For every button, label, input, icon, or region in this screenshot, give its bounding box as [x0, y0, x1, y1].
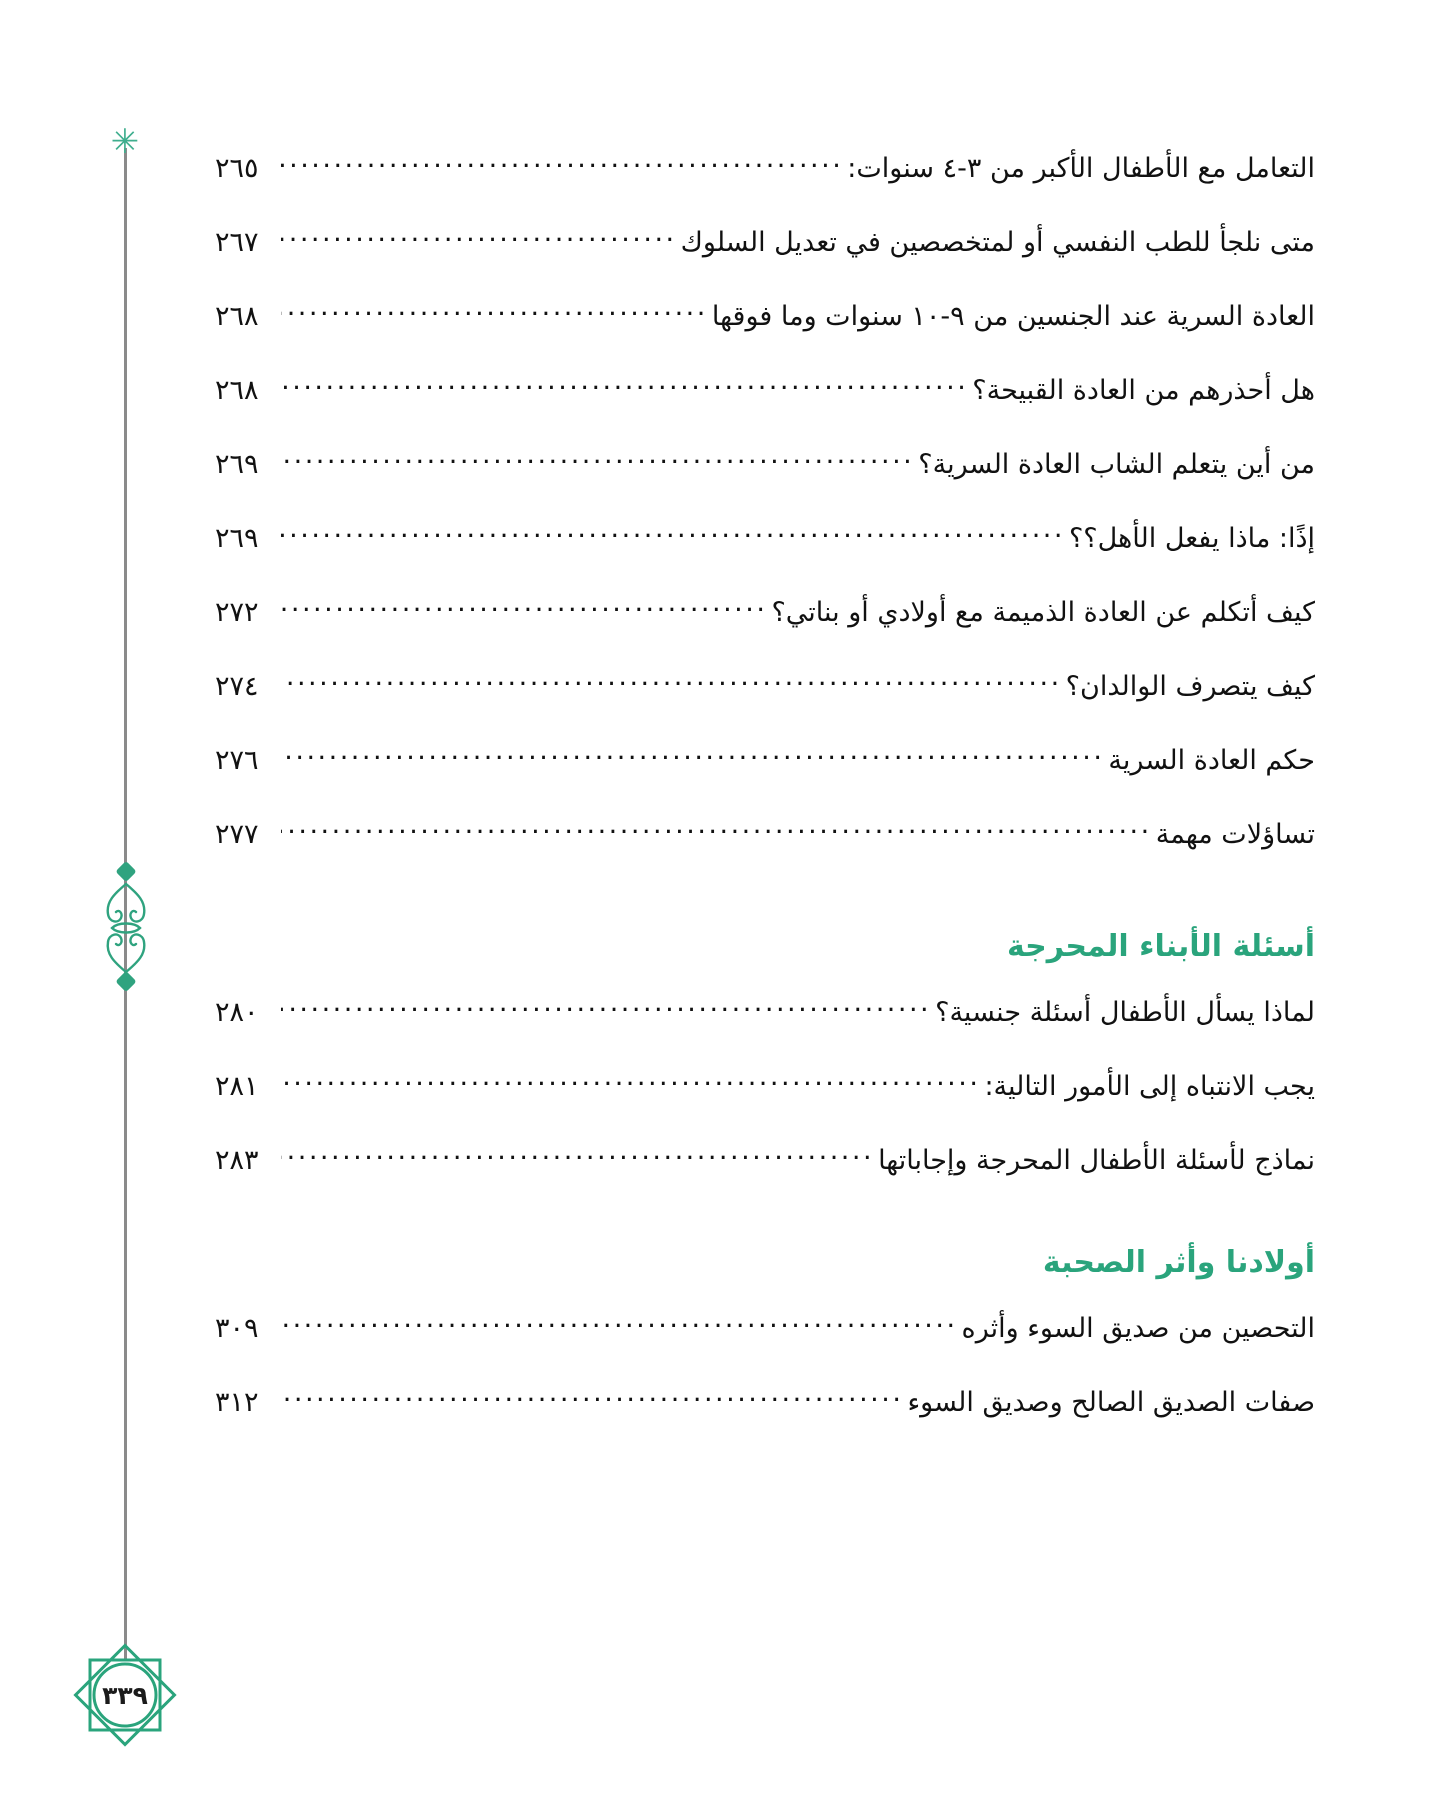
toc-entry-title: التعامل مع الأطفال الأكبر من ٣-٤ سنوات: [847, 153, 1315, 184]
toc-leader-dots [281, 224, 677, 251]
toc-entry-page: ٣٠٩ [215, 1313, 259, 1344]
toc-leader-dots [281, 1142, 874, 1169]
toc-entry[interactable] [215, 372, 1315, 446]
toc-leader-dots [281, 1310, 958, 1337]
rail-middle-ornament [92, 862, 160, 992]
toc-entry-title: تساؤلات مهمة [1155, 819, 1315, 850]
toc-entry-page: ٣١٢ [215, 1387, 259, 1418]
toc-leader-dots [281, 668, 1062, 695]
toc-entry[interactable] [215, 742, 1315, 816]
toc-entry[interactable] [215, 668, 1315, 742]
toc-section-heading: أسئلة الأبناء المحرجة [1006, 929, 1315, 964]
toc-entry-title: صفات الصديق الصالح وصديق السوء [907, 1387, 1315, 1418]
page-number-label: ٣٣٩ [102, 1680, 148, 1710]
toc-section [215, 994, 1315, 1216]
toc-entry[interactable] [215, 1310, 1315, 1384]
toc-leader-dots [281, 150, 843, 177]
toc-entry[interactable] [215, 994, 1315, 1068]
section-spacer [215, 1216, 1315, 1226]
toc-leader-dots [281, 1068, 980, 1095]
toc-entry[interactable] [215, 816, 1315, 890]
section-spacer [215, 890, 1315, 910]
toc-leader-dots [281, 594, 767, 621]
toc-entry-page: ٢٦٨ [215, 301, 259, 332]
table-of-contents [215, 150, 1315, 1458]
toc-entry-title: متى نلجأ للطب النفسي أو لمتخصصين في تعديل السلوك [680, 227, 1315, 258]
section-spacer [215, 1300, 1315, 1310]
toc-entry-page: ٢٦٨ [215, 375, 259, 406]
toc-entry[interactable] [215, 1142, 1315, 1216]
toc-entry-title: العادة السرية عند الجنسين من ٩-١٠ سنوات وما فوقها [711, 301, 1315, 332]
toc-entry-title: نماذج لأسئلة الأطفال المحرجة وإجاباتها [878, 1145, 1315, 1176]
toc-entry-page: ٢٧٢ [215, 597, 259, 628]
toc-leader-dots [281, 816, 1152, 843]
toc-entry[interactable] [215, 150, 1315, 224]
toc-entry-title: التحصين من صديق السوء وأثره [961, 1313, 1315, 1344]
toc-leader-dots [281, 742, 1104, 769]
toc-entry-page: ٢٦٧ [215, 227, 259, 258]
toc-entry-page: ٢٨٣ [215, 1145, 259, 1176]
toc-section [215, 150, 1315, 890]
toc-entry-page: ٢٧٤ [215, 671, 259, 702]
toc-leader-dots [281, 520, 1065, 547]
toc-entry-title: لماذا يسأل الأطفال أسئلة جنسية؟ [935, 997, 1315, 1028]
toc-entry-title: هل أحذرهم من العادة القبيحة؟ [972, 375, 1315, 406]
toc-section [215, 1310, 1315, 1458]
diamond-ornament-icon [115, 861, 136, 882]
toc-entry-page: ٢٦٥ [215, 153, 259, 184]
toc-leader-dots [281, 1384, 903, 1411]
toc-entry-title: من أين يتعلم الشاب العادة السرية؟ [918, 449, 1315, 480]
toc-entry-page: ٢٧٦ [215, 745, 259, 776]
toc-entry-title: حكم العادة السرية [1108, 745, 1315, 776]
toc-entry[interactable] [215, 1068, 1315, 1142]
toc-entry-page: ٢٨٠ [215, 997, 259, 1028]
star-ornament-icon: ✳ [110, 122, 140, 162]
toc-entry-title: إذًا: ماذا يفعل الأهل؟؟ [1068, 523, 1315, 554]
toc-entry[interactable] [215, 594, 1315, 668]
toc-entry-page: ٢٦٩ [215, 449, 259, 480]
toc-entry[interactable] [215, 446, 1315, 520]
toc-entry[interactable] [215, 298, 1315, 372]
toc-leader-dots [281, 298, 708, 325]
toc-entry-page: ٢٦٩ [215, 523, 259, 554]
toc-entry-title: كيف أتكلم عن العادة الذميمة مع أولادي أو بناتي؟ [771, 597, 1315, 628]
section-spacer [215, 984, 1315, 994]
toc-section-heading: أولادنا وأثر الصحبة [1042, 1245, 1315, 1280]
toc-entry-page: ٢٨١ [215, 1071, 259, 1102]
toc-leader-dots [281, 446, 914, 473]
toc-entry[interactable] [215, 520, 1315, 594]
toc-entry-title: كيف يتصرف الوالدان؟ [1065, 671, 1315, 702]
page-number-badge [66, 1636, 184, 1754]
toc-entry-title: يجب الانتباه إلى الأمور التالية: [984, 1071, 1315, 1102]
toc-leader-dots [281, 372, 968, 399]
toc-leader-dots [281, 994, 931, 1021]
toc-entry[interactable] [215, 1384, 1315, 1458]
toc-entry-page: ٢٧٧ [215, 819, 259, 850]
toc-entry[interactable] [215, 224, 1315, 298]
arabesque-swirl-icon [92, 880, 160, 976]
